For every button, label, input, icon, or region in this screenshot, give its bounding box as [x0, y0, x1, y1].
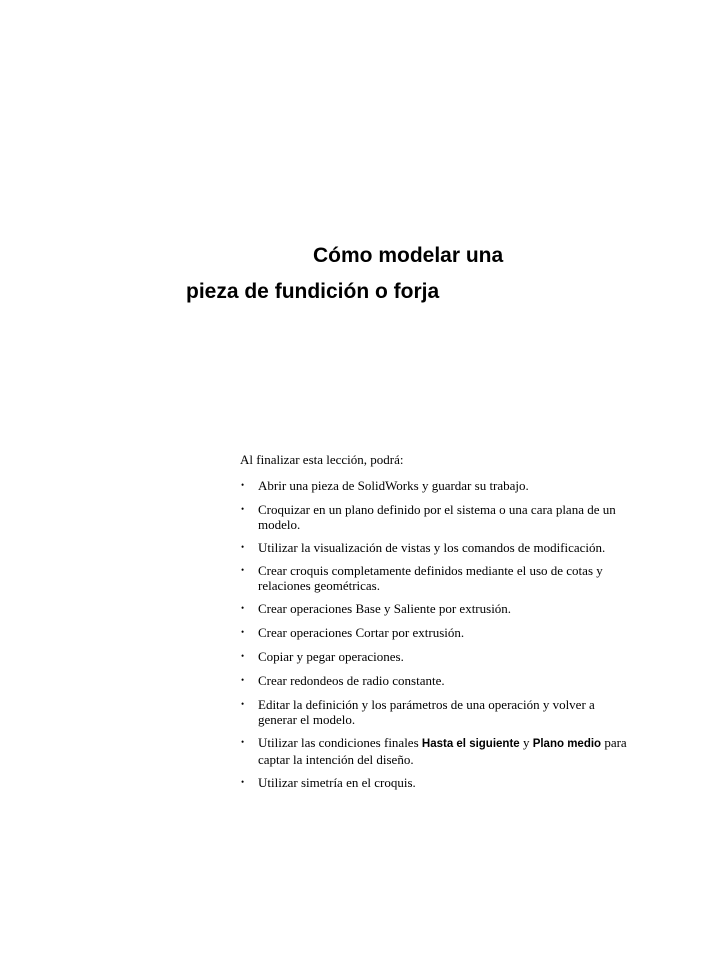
objective-text-part: Utilizar las condiciones finales: [258, 735, 422, 750]
chapter-title-line-2: pieza de fundición o forja: [186, 280, 440, 303]
objective-item: [240, 735, 635, 767]
bullet-icon: •: [241, 651, 245, 661]
objective-text: Abrir una pieza de SolidWorks y guardar su trabajo.: [258, 478, 529, 493]
objective-item: [240, 601, 635, 616]
objective-text: Utilizar la visualización de vistas y los comandos de modificación.: [258, 540, 606, 555]
objective-text-part: y: [519, 735, 533, 750]
chapter-title-line-1: Cómo modelar una: [313, 244, 504, 267]
objective-item: [240, 673, 635, 688]
objective-text: Copiar y pegar operaciones.: [258, 649, 404, 664]
objective-text-part: para captar la intención del diseño.: [258, 735, 627, 767]
bullet-icon: •: [241, 675, 245, 685]
objective-item: [240, 540, 635, 555]
objective-text: Crear operaciones Cortar por extrusión.: [258, 625, 465, 640]
objective-text: Crear operaciones Base y Saliente por extrusión.: [258, 601, 512, 616]
bullet-icon: •: [241, 627, 245, 637]
objective-item: [240, 563, 635, 593]
objective-text: Crear redondeos de radio constante.: [258, 673, 445, 688]
bullet-icon: •: [241, 699, 245, 709]
bullet-icon: •: [241, 480, 245, 490]
lesson-objectives: [240, 452, 635, 799]
objective-item: [240, 502, 635, 532]
bullet-icon: •: [241, 565, 245, 575]
bullet-icon: •: [241, 542, 245, 552]
objectives-intro: Al finalizar esta lección, podrá:: [240, 452, 404, 467]
objective-text: Editar la definición y los parámetros de una operación y volver a generar el modelo.: [258, 697, 595, 727]
objective-item: [240, 478, 635, 493]
bullet-icon: •: [241, 737, 245, 747]
end-condition-keyword: Plano medio: [532, 738, 602, 750]
objective-item: [240, 625, 635, 640]
objective-text: Utilizar simetría en el croquis.: [258, 775, 416, 790]
bullet-icon: •: [241, 603, 245, 613]
objective-text: [258, 735, 627, 767]
objectives-list: [240, 478, 635, 790]
objective-item: [240, 649, 635, 664]
objective-item: [240, 775, 635, 790]
objective-text: Crear croquis completamente definidos mediante el uso de cotas y relaciones geométricas.: [258, 563, 603, 593]
bullet-icon: •: [241, 777, 245, 787]
end-condition-keyword: Hasta el siguiente: [421, 738, 520, 750]
objective-text: Croquizar en un plano definido por el sistema o una cara plana de un modelo.: [258, 502, 616, 532]
objective-item: [240, 697, 635, 727]
bullet-icon: •: [241, 504, 245, 514]
